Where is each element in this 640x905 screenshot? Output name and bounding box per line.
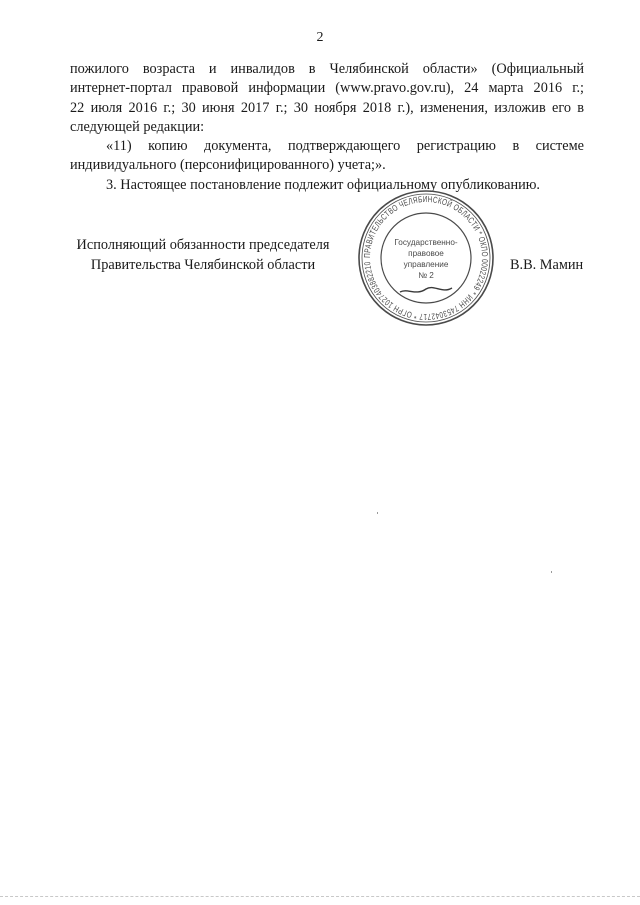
seal-center-text: правовое (408, 249, 444, 258)
paragraph-publication (70, 176, 584, 195)
official-seal-stamp (356, 188, 496, 328)
seal-center-text: управление (403, 260, 449, 269)
seal-center-text: Государственно- (394, 238, 458, 247)
document-body (70, 60, 584, 195)
page-number: 2 (316, 30, 324, 45)
text-line: пожилого возраста и инвалидов в Челябинской области» (Официальный (70, 61, 584, 77)
text-line: интернет-портал правовой информации (www.pravo.gov.ru), 24 марта 2016 г.; (70, 80, 584, 97)
seal-ring-text: ПРАВИТЕЛЬСТВО ЧЕЛЯБИНСКОЙ ОБЛАСТИ * ОКПО 00022249 * ИНН 7453042717 * ОГРН 1027403882210 (361, 193, 491, 323)
signatory-position-line: Исполняющий обязанности председателя (76, 237, 330, 253)
scan-speck (377, 512, 378, 514)
text-line: индивидуального (персонифицированного) учета;». (70, 157, 386, 174)
seal-outer-ring (359, 191, 493, 325)
text-line: 22 июля 2016 г.; 30 июня 2017 г.; 30 ноября 2018 г.), изменения, изложив его в (70, 99, 584, 116)
paragraph-new-wording (70, 137, 584, 176)
text-line: следующей редакции: (70, 118, 205, 135)
scan-speck (551, 571, 552, 573)
signatory-position-line: Правительства Челябинской области (90, 257, 316, 273)
paragraph-amendment (70, 60, 584, 137)
text-line: «11) копию документа, подтверждающего регистрацию в системе (106, 138, 584, 155)
signatory-position (68, 235, 338, 275)
text-line: 3. Настоящее постановление подлежит официальному опубликованию. (106, 176, 541, 193)
signatory-name: В.В. Мамин (510, 257, 584, 273)
scan-bottom-edge (0, 896, 640, 898)
seal-center-text: № 2 (418, 271, 434, 280)
handwritten-signature-mark (400, 288, 452, 292)
